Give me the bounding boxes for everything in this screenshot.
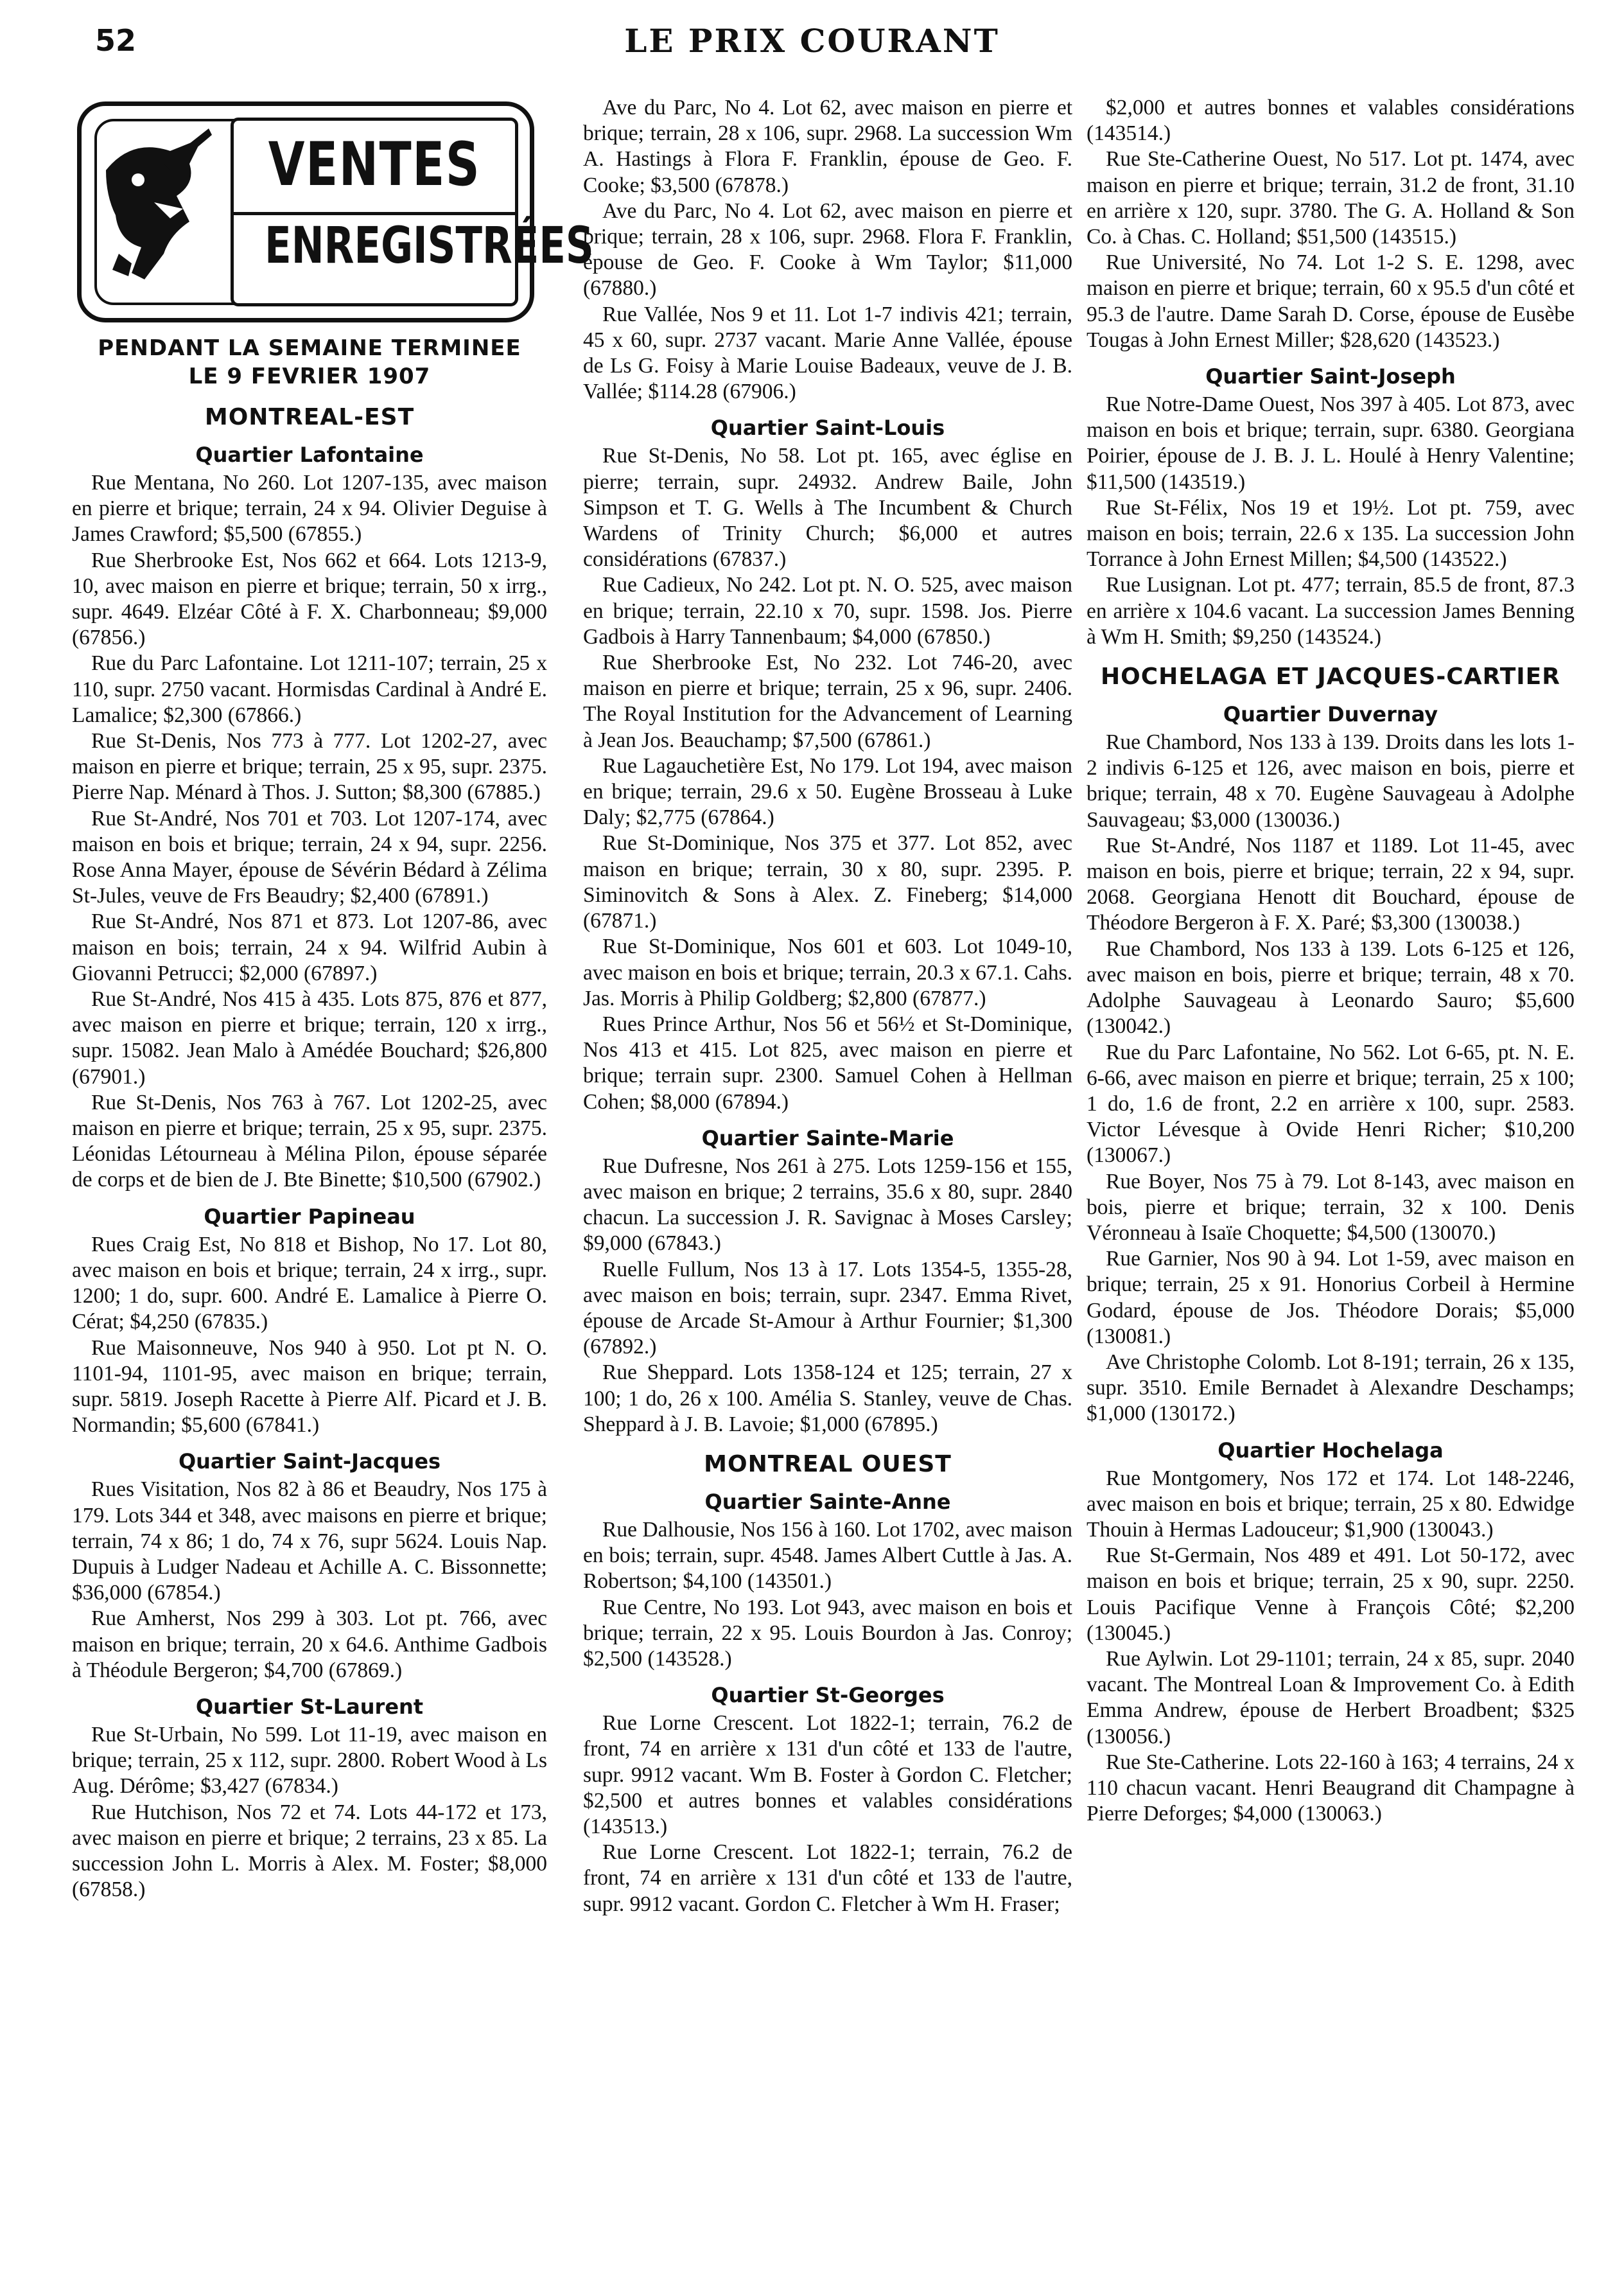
sale-entry: Rue Garnier, Nos 90 à 94. Lot 1-59, avec maison en brique; terrain, 25 x 91. Honorius Corbeil à Hermine Godard, épouse de Jos. Théodore Dorais; $5,000 (130081.): [1087, 1247, 1575, 1348]
sale-entry: $2,000 et autres bonnes et valables considérations (143514.): [1087, 96, 1575, 146]
period-line-2: LE 9 FEVRIER 1907: [188, 364, 431, 389]
sale-entry: Rue Maisonneuve, Nos 940 à 950. Lot pt N. O. 1101-94, 1101-95, avec maison en brique; terrain, supr. 5819. Joseph Racette à Pierre Alf. Picard et J. B. Normandin; $5,600 (67841.): [72, 1335, 547, 1438]
sale-entry: Rue Mentana, No 260. Lot 1207-135, avec maison en pierre et brique; terrain, 24 x 94. Olivier Deguise à James Crawford; $5,500 (67855.): [72, 471, 547, 547]
period-line-1: PENDANT LA SEMAINE TERMINEE: [98, 335, 521, 361]
district-heading: MONTREAL-EST: [204, 404, 415, 430]
sale-entry: Rue Sheppard. Lots 1358-124 et 125; terrain, 27 x 100; 1 do, 26 x 100. Amélia S. Stanley, veuve de Chas. Sheppard à J. B. Lavoie; $1,000 (67895.): [583, 1360, 1072, 1436]
sale-entry: Rue St-Germain, Nos 489 et 491. Lot 50-172, avec maison en bois et brique; terrain, 25 x 90, supr. 2250. Louis Pacifique Venne à François Côté; $2,200 (130045.): [1087, 1544, 1575, 1645]
sale-entry: Rue du Parc Lafontaine. Lot 1211-107; terrain, 25 x 110, supr. 2750 vacant. Hormisdas Cardinal à André E. Lamalice; $2,300 (67866.): [72, 651, 547, 727]
column-2-content: [583, 95, 1072, 1917]
logo-divider: [234, 212, 515, 215]
sale-entry: Rue du Parc Lafontaine, No 562. Lot 6-65, pt. N. E. 6-66, avec maison en pierre et brique; terrain, 25 x 100; 1 do, 1.6 de front, 2.2 en arrière x 100, supr. 2583. Victor Lévesque à Ovide Henri Richer; $10,200 (130067.): [1087, 1040, 1575, 1168]
sale-entry: Rues Craig Est, No 818 et Bishop, No 17. Lot 80, avec maison en bois et brique; terrain, 24 x irrg., supr. 1200; 1 do, supr. 600. André E. Lamalice à Pierre O. Cérat; $4,250 (67835.): [72, 1232, 547, 1334]
sale-entry: Ave du Parc, No 4. Lot 62, avec maison en pierre et brique; terrain, 28 x 106, supr. 2968. La succession Wm A. Hastings à Flora F. Franklin, épouse de Geo. F. Cooke; $3,500 (67878.): [583, 96, 1072, 197]
sale-entry: Rue Chambord, Nos 133 à 139. Droits dans les lots 1-2 indivis 6-125 et 126, avec maison en bois, pierre et brique; terrain, 48 x 70. Eugène Sauvageau à Adolphe Sauvageau; $3,000 (130036.): [1087, 730, 1575, 832]
column-1-content: [72, 403, 547, 1903]
period-heading: [72, 334, 547, 391]
sale-entry: Rue Chambord, Nos 133 à 139. Lots 6-125 et 126, avec maison en bois, pierre et brique; terrain, 48 x 70. Adolphe Sauvageau à Leonardo Sauro; $5,600 (130042.): [1087, 937, 1575, 1039]
sale-entry: Rue St-André, Nos 871 et 873. Lot 1207-86, avec maison en bois; terrain, 24 x 94. Wilfrid Aubin à Giovanni Petrucci; $2,000 (67897.): [72, 910, 547, 985]
quarter-heading: Quartier Sainte-Marie: [701, 1125, 954, 1150]
sale-entry: Rue St-André, Nos 701 et 703. Lot 1207-174, avec maison en bois et brique; terrain, 24 x 94, supr. 2256. Rose Anna Mayer, épouse de Sévérin Bédard à Zélima St-Jules, veuve de Frs Beaudry; $2,400 (67891.): [72, 806, 547, 908]
sale-entry: Rue St-Denis, Nos 763 à 767. Lot 1202-25, avec maison en pierre et brique; terrain, 25 x 95, supr. 2375. Léonidas Létourneau à Mélina Pilon, épouse séparée de corps et de bien de J. Bte Binette; $10,500 (67902.): [72, 1090, 547, 1192]
sale-entry: Rue Lorne Crescent. Lot 1822-1; terrain, 76.2 de front, 74 en arrière x 131 d'un côté et 133 de l'autre, supr. 9912 vacant. Wm B. Foster à Gordon C. Fletcher; $2,500 et autres bonnes et valables considérations (143513.): [583, 1711, 1072, 1838]
quarter-heading: Quartier Lafontaine: [195, 443, 424, 467]
sale-entry: Rue Lagauchetière Est, No 179. Lot 194, avec maison en brique; terrain, 29.6 x 50. Eugène Brosseau à Luke Daly; $2,775 (67864.): [583, 753, 1072, 830]
sale-entry: Ave Christophe Colomb. Lot 8-191; terrain, 26 x 135, supr. 3510. Emile Bernadet à Alexandre Deschamps; $1,000 (130172.): [1087, 1350, 1575, 1426]
quarter-heading: Quartier Saint-Joseph: [1205, 364, 1456, 389]
herald-figure-icon: [93, 125, 215, 286]
page-number: 52: [95, 23, 137, 58]
quarter-heading: Quartier Duvernay: [1223, 702, 1438, 727]
sale-entry: Rue St-Dominique, Nos 601 et 603. Lot 1049-10, avec maison en bois et brique; terrain, 20.3 x 67.1. Cahs. Jas. Morris à Philip Goldberg; $2,800 (67877.): [583, 935, 1072, 1010]
sale-entry: Rue Université, No 74. Lot 1-2 S. E. 1298, avec maison en pierre et brique; terrain, 60 x 95.5 d'un côté et 95.3 de l'autre. Dame Sarah D. Corse, épouse de Eusèbe Tougas à John Ernest Miller; $28,620 (143523.): [1087, 251, 1575, 352]
sale-entry: Rue Aylwin. Lot 29-1101; terrain, 24 x 85, supr. 2040 vacant. The Montreal Loan & Improvement Co. à Edith Emma Andrew, épouse de Herbert Broadbent; $325 (130056.): [1087, 1646, 1575, 1748]
sale-entry: Rue St-Denis, Nos 773 à 777. Lot 1202-27, avec maison en pierre et brique; terrain, 25 x 95, supr. 2375. Pierre Nap. Ménard à Thos. J. Sutton; $8,300 (67885.): [72, 729, 547, 805]
sale-entry: Rue Dufresne, Nos 261 à 275. Lots 1259-156 et 155, avec maison en brique; 2 terrains, 35.6 x 80, supr. 2840 chacun. La succession J. R. Savignac à Moses Carsley; $9,000 (67843.): [583, 1154, 1072, 1256]
sale-entry: Rue Lusignan. Lot pt. 477; terrain, 85.5 de front, 87.3 en arrière x 104.6 vacant. La succession James Benning à Wm H. Smith; $9,250 (143524.): [1087, 573, 1575, 649]
sale-entry: Rue St-Félix, Nos 19 et 19½. Lot pt. 759, avec maison en bois; terrain, 22.6 x 135. La succession John Torrance à John Ernest Millen; $4,500 (143522.): [1087, 495, 1575, 572]
column-1: [72, 95, 594, 1903]
column-2: [583, 95, 1072, 1917]
sale-entry: Rue Cadieux, No 242. Lot pt. N. O. 525, avec maison en brique; terrain, 22.10 x 70, supr. 1598. Jos. Pierre Gadbois à Harry Tannenbaum; $4,000 (67850.): [583, 573, 1072, 649]
logo-word-ventes: VENTES: [268, 130, 481, 200]
sale-entry: Rues Prince Arthur, Nos 56 et 56½ et St-Dominique, Nos 413 et 415. Lot 825, avec maison en pierre et brique; terrain supr. 2300. Samuel Cohen à Hellman Cohen; $8,000 (67894.): [583, 1012, 1072, 1114]
column-3: [1087, 95, 1575, 1827]
logo-title-box: [231, 118, 594, 306]
sale-entry: Rue Ste-Catherine Ouest, No 517. Lot pt. 1474, avec maison en pierre et brique; terrain, 31.2 de front, 31.10 en arrière x 120, supr. 3780. The G. A. Holland & Son Co. à Chas. C. Holland; $51,500 (143515.): [1087, 147, 1575, 249]
quarter-heading: Quartier Saint-Jacques: [178, 1449, 441, 1474]
sale-entry: Rue Vallée, Nos 9 et 11. Lot 1-7 indivis 421; terrain, 45 x 60, supr. 2737 vacant. Marie Anne Vallée, épouse de Ls G. Foisy à Marie Louise Badeaux, veuve de J. B. Vallée; $114.28 (67906.): [583, 302, 1072, 404]
sale-entry: Rue Amherst, Nos 299 à 303. Lot pt. 766, avec maison en brique; terrain, 20 x 64.6. Anthime Gadbois à Théodule Bergeron; $4,700 (67869.): [72, 1606, 547, 1682]
quarter-heading: Quartier St-Georges: [711, 1683, 945, 1708]
sale-entry: Rues Visitation, Nos 82 à 86 et Beaudry, Nos 175 à 179. Lots 344 et 348, avec maisons en pierre et brique; terrain, 74 x 86; 1 do, 74 x 76, supr 5624. Louis Nap. Dupuis à Ludger Nadeau et Achille A. C. Bissonnette; $36,000 (67854.): [72, 1477, 547, 1605]
sale-entry: Rue Hutchison, Nos 72 et 74. Lots 44-172 et 173, avec maison en pierre et brique; 2 terrains, 23 x 85. La succession John L. Morris à Alex. M. Foster; $8,000 (67858.): [72, 1800, 547, 1902]
sale-entry: Rue Centre, No 193. Lot 943, avec maison en bois et brique; terrain, 22 x 95. Louis Bourdon à Jas. Conroy; $2,500 (143528.): [583, 1595, 1072, 1671]
sale-entry: Rue Ste-Catherine. Lots 22-160 à 163; 4 terrains, 24 x 110 chacun vacant. Henri Beaugrand dit Champagne à Pierre Deforges; $4,000 (130063.): [1087, 1750, 1575, 1826]
sale-entry: Rue St-Dominique, Nos 375 et 377. Lot 852, avec maison en brique; terrain, 30 x 80, supr. 2395. P. Siminovitch & Sons à Alex. Z. Fineberg; $14,000 (67871.): [583, 831, 1072, 933]
sale-entry: Rue Dalhousie, Nos 156 à 160. Lot 1702, avec maison en bois; terrain, supr. 4548. James Albert Cuttle à Jas. A. Robertson; $4,100 (143501.): [583, 1517, 1072, 1594]
quarter-heading: Quartier Sainte-Anne: [704, 1489, 951, 1514]
sale-entry: Rue Sherbrooke Est, Nos 662 et 664. Lots 1213-9, 10, avec maison en pierre et brique; terrain, 50 x irrg., supr. 4649. Elzéar Côté à F. X. Charbonneau; $9,000 (67856.): [72, 548, 547, 650]
sale-entry: Rue St-Urbain, No 599. Lot 11-19, avec maison en brique; terrain, 25 x 112, supr. 2800. Robert Wood à Ls Aug. Dérôme; $3,427 (67834.): [72, 1722, 547, 1799]
sale-entry: Rue Lorne Crescent. Lot 1822-1; terrain, 76.2 de front, 74 en arrière x 131 d'un côté et 133 de l'autre, supr. 9912 vacant. Gordon C. Fletcher à Wm H. Fraser;: [583, 1840, 1072, 1916]
district-heading: HOCHELAGA ET JACQUES-CARTIER: [1101, 664, 1560, 691]
district-heading: MONTREAL OUEST: [704, 1450, 952, 1477]
logo-word-enregistrees: ENREGISTRÉES: [265, 217, 594, 275]
sale-entry: Rue Notre-Dame Ouest, Nos 397 à 405. Lot 873, avec maison en bois et brique; terrain, supr. 6380. Georgiana Poirier, épouse de J. B. J. L. Houlé à Henry Valentine; $11,500 (143519.): [1087, 392, 1575, 494]
quarter-heading: Quartier St-Laurent: [195, 1694, 424, 1719]
ventes-enregistrees-logo: [77, 101, 594, 322]
sale-entry: Rue Boyer, Nos 75 à 79. Lot 8-143, avec maison en bois, pierre et brique; terrain, 32 x 100. Denis Véronneau à Isaïe Choquette; $4,500 (130070.): [1087, 1169, 1575, 1245]
sale-entry: Rue St-Denis, No 58. Lot pt. 165, avec église en pierre; terrain, supr. 24932. Andrew Baile, John Simpson et T. G. Wells à The Incumbent & Church Wardens of Trinity Church; $6,000 et autres considérations (67837.): [583, 444, 1072, 572]
quarter-heading: Quartier Papineau: [204, 1204, 415, 1229]
column-3-content: [1087, 95, 1575, 1827]
quarter-heading: Quartier Hochelaga: [1218, 1438, 1444, 1463]
sale-entry: Ruelle Fullum, Nos 13 à 17. Lots 1354-5, 1355-28, avec maison en bois; terrain, supr. 2347. Emma Rivet, épouse de Arcade St-Amour à Arthur Fournier; $1,300 (67892.): [583, 1257, 1072, 1359]
sale-entry: Rue St-André, Nos 415 à 435. Lots 875, 876 et 877, avec maison en pierre et brique; terrain, 120 x irrg., supr. 15082. Jean Malo à Amédée Bouchard; $26,800 (67901.): [72, 987, 547, 1089]
running-head: LE PRIX COURANT: [624, 22, 1000, 60]
sale-entry: Ave du Parc, No 4. Lot 62, avec maison en pierre et brique; terrain, 28 x 106, supr. 2968. Flora F. Franklin, épouse de Geo. F. Cooke à Wm Taylor; $11,000 (67880.): [583, 198, 1072, 301]
quarter-heading: Quartier Saint-Louis: [710, 416, 945, 441]
sale-entry: Rue St-André, Nos 1187 et 1189. Lot 11-45, avec maison en bois, pierre et brique; terrain, 22 x 94, supr. 2068. Georgiana Henott dit Bouchard, épouse de Théodore Bergeron à F. X. Paré; $3,300 (130038.): [1087, 833, 1575, 935]
sale-entry: Rue Sherbrooke Est, No 232. Lot 746-20, avec maison en pierre et brique; terrain, 25 x 96, supr. 2406. The Royal Institution for the Advancement of Learning à Jean Jos. Beauchamp; $7,500 (67861.): [583, 651, 1072, 752]
sale-entry: Rue Montgomery, Nos 172 et 174. Lot 148-2246, avec maison en bois et brique; terrain, 25 x 80. Edwidge Thouin à Hermas Ladouceur; $1,900 (130043.): [1087, 1466, 1575, 1542]
